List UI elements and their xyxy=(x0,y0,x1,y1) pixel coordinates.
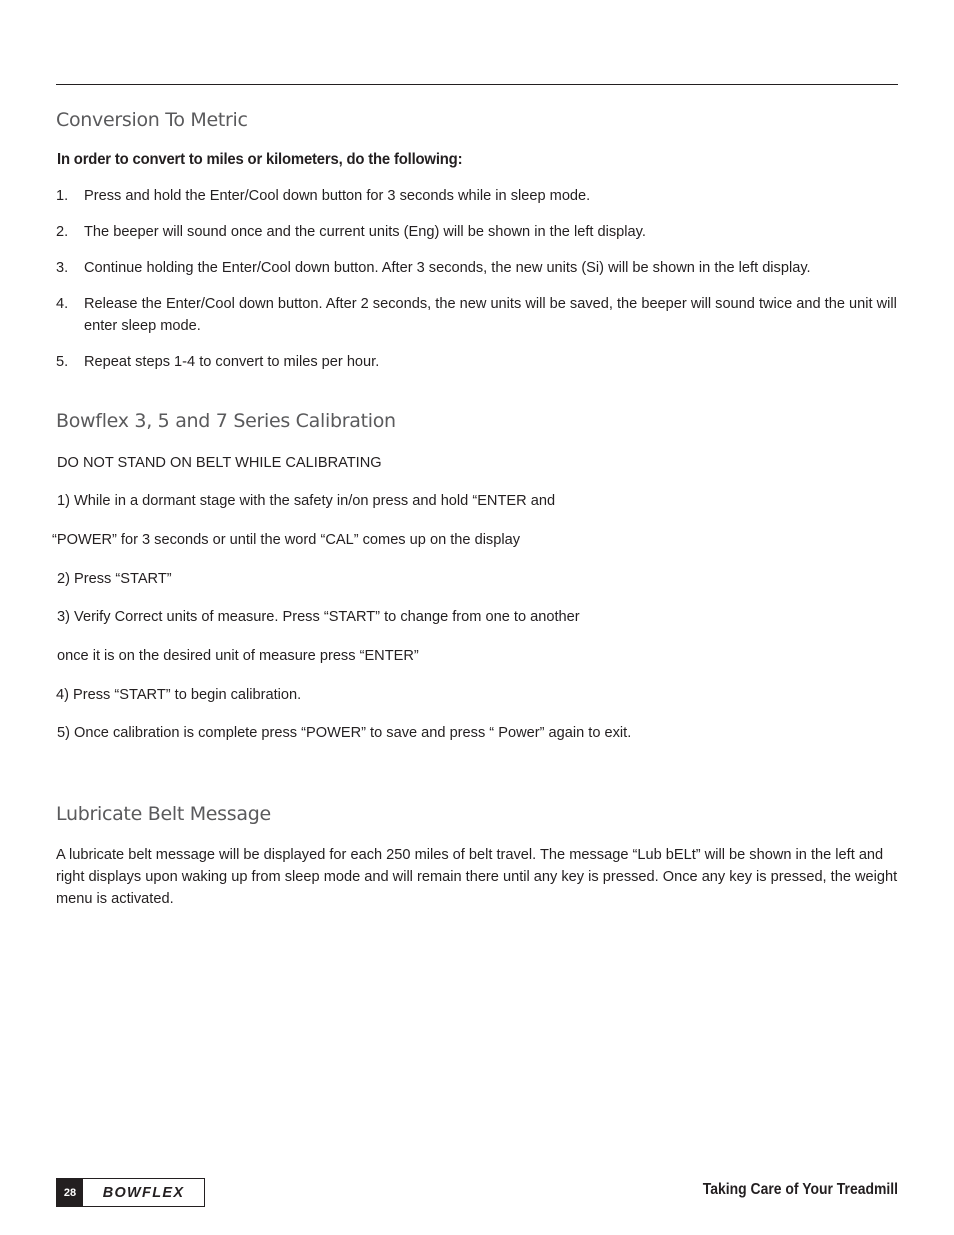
step-text: The beeper will sound once and the current units (Eng) will be shown in the left display. xyxy=(84,224,646,240)
bowflex-logo: BOWFLEX xyxy=(102,1184,185,1201)
calibration-line: 4) Press “START” to begin calibration. xyxy=(56,687,302,703)
calibration-heading: Bowflex 3, 5 and 7 Series Calibration xyxy=(56,410,396,432)
calibration-line: 2) Press “START” xyxy=(57,571,172,587)
step-number: 2. xyxy=(56,224,69,240)
step-item xyxy=(56,221,898,243)
footer-logo-box xyxy=(56,1178,205,1207)
step-number: 4. xyxy=(56,296,69,312)
footer-section-title: Taking Care of Your Treadmill xyxy=(702,1181,898,1198)
step-item xyxy=(56,257,898,279)
calibration-line: once it is on the desired unit of measure press “ENTER” xyxy=(57,648,419,664)
calibration-line: 1) While in a dormant stage with the safety in/on press and hold “ENTER and xyxy=(57,493,556,509)
header-rule xyxy=(56,84,898,85)
step-number: 1. xyxy=(56,188,69,204)
step-item xyxy=(56,185,898,207)
step-item xyxy=(56,293,898,337)
page-number: 28 xyxy=(57,1179,83,1206)
step-text: Continue holding the Enter/Cool down button. After 3 seconds, the new units (Si) will be shown in the left display. xyxy=(84,260,811,276)
lubricate-heading: Lubricate Belt Message xyxy=(56,803,271,825)
conversion-steps xyxy=(56,185,898,387)
lubricate-body: A lubricate belt message will be displayed for each 250 miles of belt travel. The message “Lub bELt” will be shown in the left and right displays upon waking up from sleep mode and will remain there until any key is pressed. Once any key is pressed, the weight menu is activated. xyxy=(56,847,898,907)
step-text: Repeat steps 1-4 to convert to miles per hour. xyxy=(84,354,380,370)
calibration-line: 5) Once calibration is complete press “POWER” to save and press “ Power” again to exit. xyxy=(57,725,632,741)
step-text: Press and hold the Enter/Cool down button for 3 seconds while in sleep mode. xyxy=(84,188,591,204)
step-item xyxy=(56,351,898,373)
calibration-line: “POWER” for 3 seconds or until the word “CAL” comes up on the display xyxy=(52,532,521,548)
step-text: Release the Enter/Cool down button. After 2 seconds, the new units will be saved, the beeper will sound twice and the unit will enter sleep mode. xyxy=(84,296,897,334)
conversion-lead: In order to convert to miles or kilometers, do the following: xyxy=(57,151,463,168)
step-number: 3. xyxy=(56,260,69,276)
calibration-line: 3) Verify Correct units of measure. Press “START” to change from one to another xyxy=(57,609,580,625)
calibration-warning: DO NOT STAND ON BELT WHILE CALIBRATING xyxy=(57,455,382,471)
step-number: 5. xyxy=(56,354,69,370)
conversion-heading: Conversion To Metric xyxy=(56,109,248,131)
